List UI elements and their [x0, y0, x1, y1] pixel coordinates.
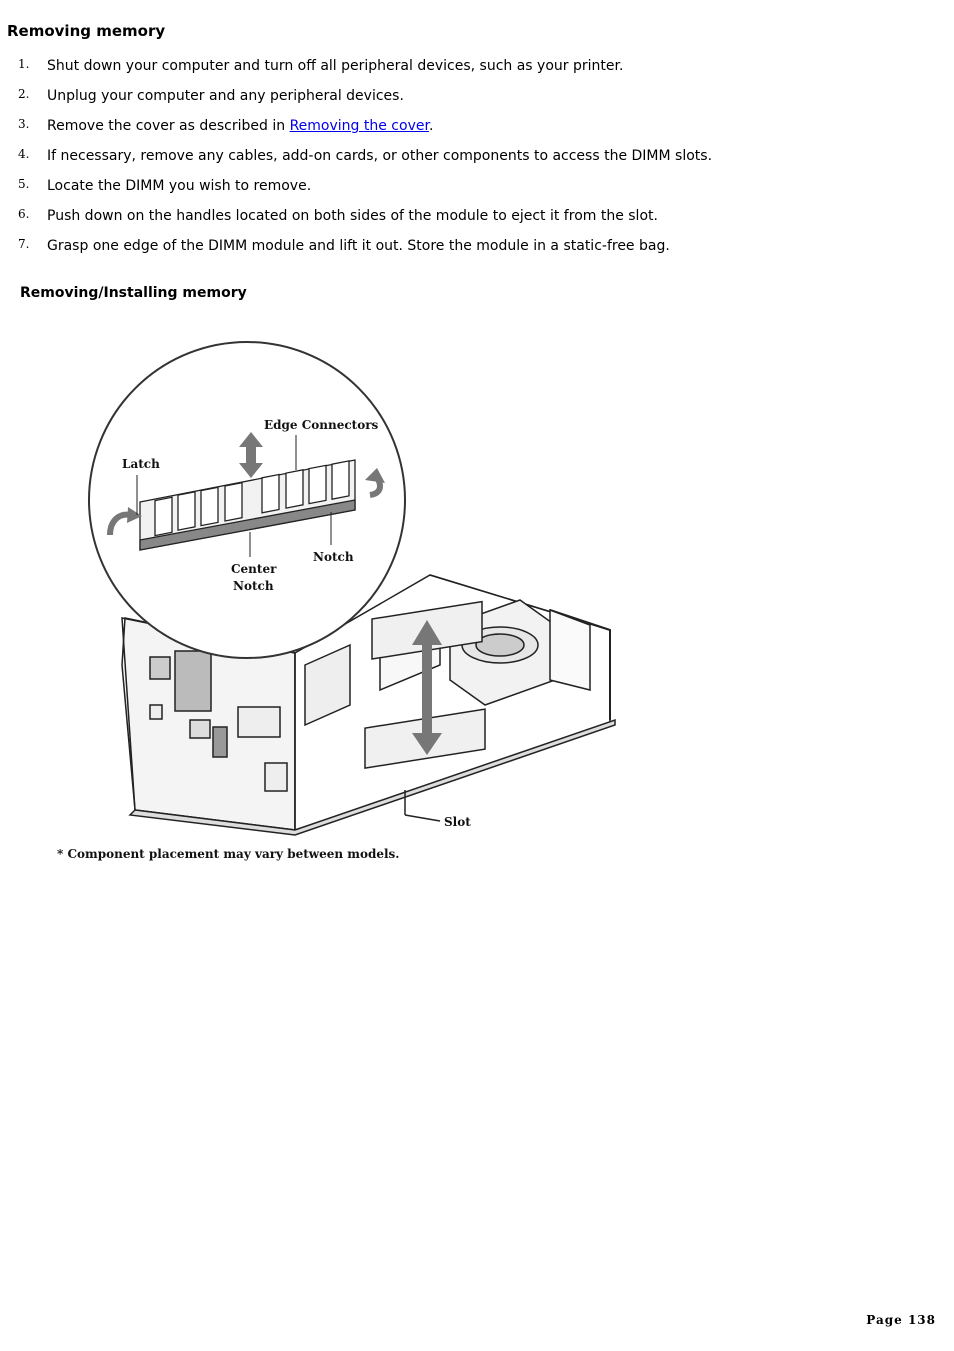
step-text: Push down on the handles located on both sides of the module to eject it from the slot. [47, 208, 658, 224]
step-text-pre: Remove the cover as described in [47, 118, 290, 134]
center-notch-label-line2: Notch [233, 579, 274, 593]
section-heading: Removing memory [7, 22, 166, 40]
removing-the-cover-link[interactable]: Removing the cover [289, 118, 429, 134]
step-number: 3. [18, 117, 30, 131]
step-text: Grasp one edge of the DIMM module and lift it out. Store the module in a static-free bag. [47, 238, 670, 254]
latch-label: Latch [122, 457, 160, 471]
step-text: If necessary, remove any cables, add-on cards, or other components to access the DIMM slots. [47, 148, 713, 164]
step-number: 7. [18, 237, 30, 251]
page-number: Page 138 [866, 1313, 936, 1327]
step-text: Locate the DIMM you wish to remove. [47, 178, 312, 194]
center-notch-label-line1: Center [231, 562, 277, 576]
step-number: 6. [18, 207, 30, 221]
notch-label: Notch [313, 550, 354, 564]
step-text-post: . [428, 118, 434, 134]
figure-title: Removing/Installing memory [20, 285, 247, 301]
step-number: 1. [18, 57, 30, 71]
step-text [47, 118, 433, 134]
step-text: Unplug your computer and any peripheral devices. [47, 88, 404, 104]
step-number: 4. [18, 147, 30, 161]
slot-label: Slot [444, 815, 471, 829]
memory-diagram-svg [50, 335, 630, 875]
step-text: Shut down your computer and turn off all peripheral devices, such as your printer. [47, 58, 624, 74]
step-number: 2. [18, 87, 30, 101]
step-number: 5. [18, 177, 30, 191]
edge-connectors-label: Edge Connectors [264, 418, 379, 432]
memory-illustration [50, 335, 630, 875]
figure-footnote: * Component placement may vary between models. [57, 847, 400, 861]
